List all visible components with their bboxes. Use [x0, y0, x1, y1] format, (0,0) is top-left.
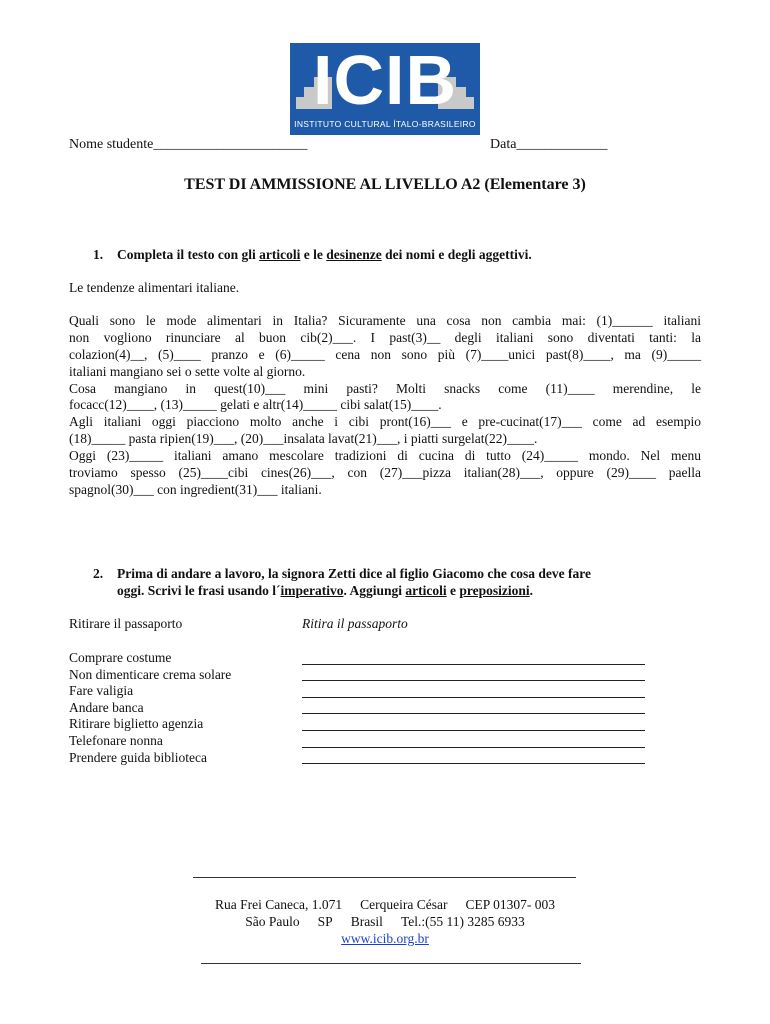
footer-state: SP	[317, 914, 333, 929]
answer-line[interactable]	[302, 648, 645, 665]
exercise-item: Andare banca	[69, 699, 144, 715]
exercise-items	[69, 650, 231, 766]
footer-bottom-rule	[201, 963, 581, 964]
section2-line1: Prima di andare a lavoro, la signora Zetti dice al figlio Giacomo che cosa deve fare	[117, 566, 591, 581]
passage-line: spagnol(30)___ con ingredient(31)___ italiani.	[69, 481, 322, 497]
exercise-item: Fare valigia	[69, 683, 134, 699]
exercise-item: Prendere guida biblioteca	[69, 749, 207, 765]
instr-part: .	[529, 583, 534, 598]
footer-city-line	[0, 914, 770, 930]
footer-top-rule	[193, 877, 576, 878]
section1-number: 1.	[93, 247, 104, 262]
exercise-item: Telefonare nonna	[69, 732, 163, 748]
date-field[interactable]: Data_____________	[490, 137, 608, 152]
instr-underlined-desinenze: desinenze	[326, 247, 382, 262]
instr-underlined-imperativo: imperativo	[280, 583, 344, 598]
icib-logo	[290, 43, 480, 135]
website-link[interactable]: www.icib.org.br	[341, 931, 429, 946]
logo-subtitle: INSTITUTO CULTURAL ÍTALO-BRASILEIRO	[294, 119, 476, 129]
passage-line: Cosa mangiano in quest(10)___ mini pasti? Molti snacks come (11)____ merendine, le	[69, 380, 701, 396]
instr-part: Completa il testo con gli	[117, 247, 260, 262]
passage-line: italiani mangiano sei o sette volte al giorno.	[69, 363, 306, 379]
section2-number: 2.	[93, 566, 104, 581]
section1-instruction	[117, 247, 532, 263]
answer-line[interactable]	[302, 681, 645, 698]
section1-heading	[93, 247, 713, 265]
passage-title: Le tendenze alimentari italiane.	[69, 280, 240, 295]
section2-line2	[117, 583, 533, 599]
instr-underlined-preposizioni: preposizioni	[459, 583, 530, 598]
instr-underlined-articoli: articoli	[259, 247, 301, 262]
passage-line: Oggi (23)_____ italiani amano mescolare tradizioni di cucina di tutto (24)_____ mondo. Nel menu	[69, 448, 701, 464]
footer-cep: CEP 01307- 003	[465, 897, 555, 912]
footer-phone: Tel.:(55 11) 3285 6933	[400, 914, 525, 929]
example-prompt: Ritirare il passaporto	[69, 616, 183, 631]
student-name-field[interactable]: Nome studente______________________	[69, 137, 308, 152]
logo-letters: ICIB	[313, 41, 457, 119]
footer-city: São Paulo	[245, 914, 300, 929]
passage-line: Quali sono le mode alimentari in Italia? Sicuramente una cosa non cambia mai: (1)______ italiani	[69, 313, 701, 328]
passage-line: focacc(12)____, (13)_____ gelati e altr(14)_____ cibi salat(15)____.	[69, 397, 442, 413]
instr-part: dei nomi e degli aggettivi.	[381, 247, 532, 262]
answer-line[interactable]	[302, 731, 645, 748]
passage-line: colazion(4)__, (5)____ pranzo e (6)_____ cena non sono più (7)____unici past(8)____, ma (9)_____	[69, 346, 701, 362]
footer-street: Rua Frei Caneca, 1.071	[215, 897, 343, 912]
footer-address-line	[0, 897, 770, 913]
footer-country: Brasil	[350, 914, 383, 929]
answer-line[interactable]	[302, 748, 645, 765]
footer-web-line	[0, 931, 770, 947]
passage-line: non vogliono rinunciare al buon cib(2)___. I past(3)__ degli italiani sono diventati tanti: la	[69, 329, 701, 345]
passage-line: (18)_____ pasta ripien(19)___, (20)___insalata lavat(21)___, i piatti surgelat(22)____.	[69, 431, 538, 447]
section2-heading	[93, 566, 713, 602]
instr-part: oggi. Scrivi le frasi usando l´	[117, 583, 281, 598]
answer-line[interactable]	[302, 714, 645, 731]
passage-line: troviamo spesso (25)____cibi cines(26)___, con (27)___pizza italian(28)___, oppure (29)____ paella	[69, 465, 701, 481]
instr-underlined-articoli: articoli	[405, 583, 447, 598]
example-answer: Ritira il passaporto	[302, 616, 408, 631]
exercise-item: Non dimenticare crema solare	[69, 666, 232, 682]
answer-line[interactable]	[302, 698, 645, 715]
answer-lines	[302, 648, 645, 764]
instr-part: e le	[300, 247, 327, 262]
instr-part: . Aggiungi	[343, 583, 406, 598]
exercise-item: Comprare costume	[69, 650, 172, 665]
instr-part: e	[446, 583, 460, 598]
passage	[69, 313, 701, 499]
page-title: TEST DI AMMISSIONE AL LIVELLO A2 (Elementare 3)	[184, 176, 586, 193]
answer-line[interactable]	[302, 665, 645, 682]
exercise-item: Ritirare biglietto agenzia	[69, 716, 204, 732]
passage-line: Agli italiani oggi piacciono molto anche i cibi pront(16)___ e pre-cucinat(17)___ come ad esempio	[69, 414, 701, 430]
footer-district: Cerqueira César	[360, 897, 448, 912]
